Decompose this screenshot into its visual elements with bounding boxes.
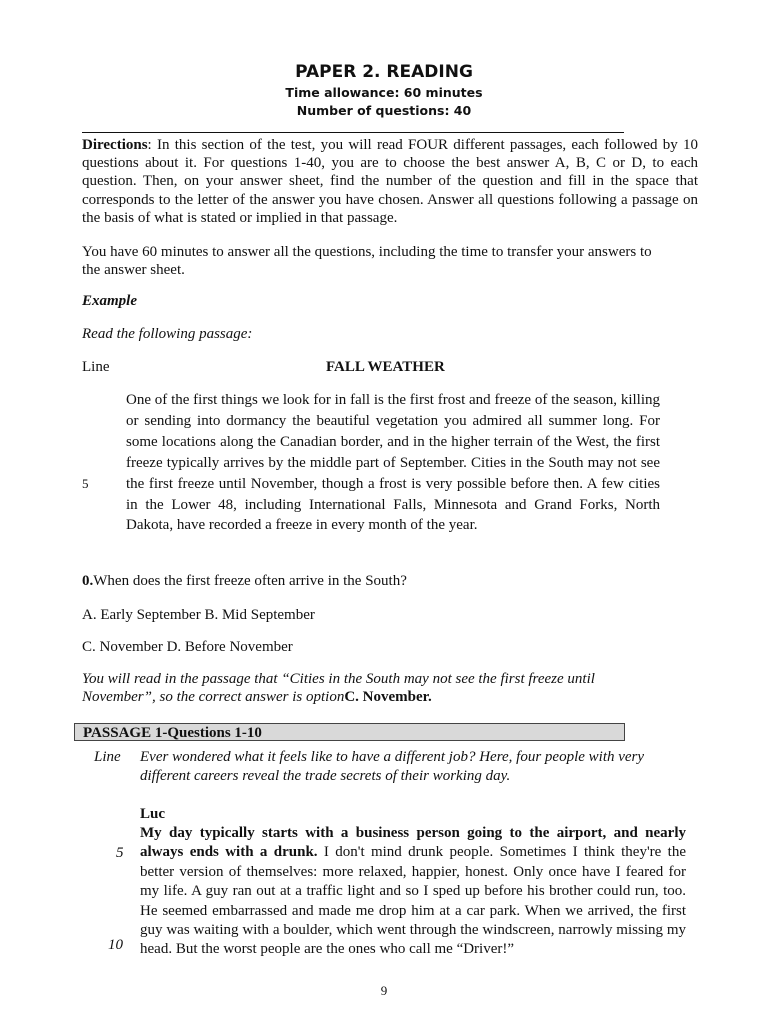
passage-1-line-5: 5 <box>116 845 124 861</box>
header <box>0 60 768 120</box>
example-heading: Example <box>82 293 137 309</box>
passage-1-body <box>140 824 686 960</box>
time-allowance: Time allowance: 60 minutes <box>285 85 483 100</box>
passage-1-line-label: Line <box>94 749 121 765</box>
example-explanation <box>82 670 660 706</box>
answer-options-2: C. November D. Before November <box>82 639 293 655</box>
example-instruction: Read the following passage: <box>82 326 253 342</box>
question-number: 0. <box>82 573 94 589</box>
directions-text: : In this section of the test, you will read FOUR different passages, each followed by 10 questions about it. For questions 1-40, you are to choose the best answer A, B, C or D, to each question. Then, on your answer sheet, find the number of the question and fill in the space that corresponds to the letter of the answer you have chosen. Answer all questions following a passage on the basis of what is stated or implied in that passage. <box>82 137 698 226</box>
line-number: 5 <box>82 476 89 491</box>
page-title: PAPER 2. READING <box>295 62 473 82</box>
passage-title: FALL WEATHER <box>326 359 445 375</box>
page-number: 9 <box>380 983 388 998</box>
correct-answer: C. November. <box>344 689 432 705</box>
explanation-text: You will read in the passage that “Cities in the South may not see the first freeze until November”, so the correct answer is option <box>82 671 595 705</box>
passage-1-speaker-name: Luc <box>140 806 166 822</box>
example-passage: One of the first things we look for in fall is the first frost and freeze of the season, killing or sending into dormancy the beautiful vegetation you admired all summer long. For some locations along the Canadian border, and in the higher terrain of the West, the first freeze typically arrives by the middle part of September. Cities in the South may not see the first freeze until November, though a frost is very possible before then. A few cities in the Lower 48, including International Falls, Minnesota and Grand Forks, North Dakota, have recorded a freeze in every month of the year. <box>126 392 660 534</box>
passage-1-text: I don't mind drunk people. Sometimes I think they're the better version of themselves: more relaxed, happier, honest. Only once have I feared for my life. A guy ran out at a traffic light and so I sped up before his brother could run, too. He seemed embarrassed and made me drop him at a car park. When we arrived, the first guy was waiting with a boulder, which went through the windscreen, narrowly missing my head. But the worst people are the ones who call me “Driver!” <box>140 844 686 958</box>
directions-paragraph <box>82 136 698 227</box>
question-text: When does the first freeze often arrive in the South? <box>93 573 407 589</box>
example-question <box>82 572 698 590</box>
passage-1-intro: Ever wondered what it feels like to have a different job? Here, four people with very different careers reveal the trade secrets of their working day. <box>140 749 645 785</box>
passage-1-lead: My day typically starts with a business person going to the airport, and nearly always ends with a drunk. <box>140 825 686 861</box>
header-divider <box>82 132 624 133</box>
number-of-questions: Number of questions: 40 <box>296 103 472 118</box>
time-note: You have 60 minutes to answer all the questions, including the time to transfer your answers to the answer sheet. <box>82 244 652 279</box>
passage-1-line-10: 10 <box>108 937 123 953</box>
answer-options-1: A. Early September B. Mid September <box>82 607 315 623</box>
directions-label: Directions <box>82 137 148 153</box>
line-label: Line <box>82 359 110 375</box>
passage-1-header: PASSAGE 1-Questions 1-10 <box>74 723 625 741</box>
